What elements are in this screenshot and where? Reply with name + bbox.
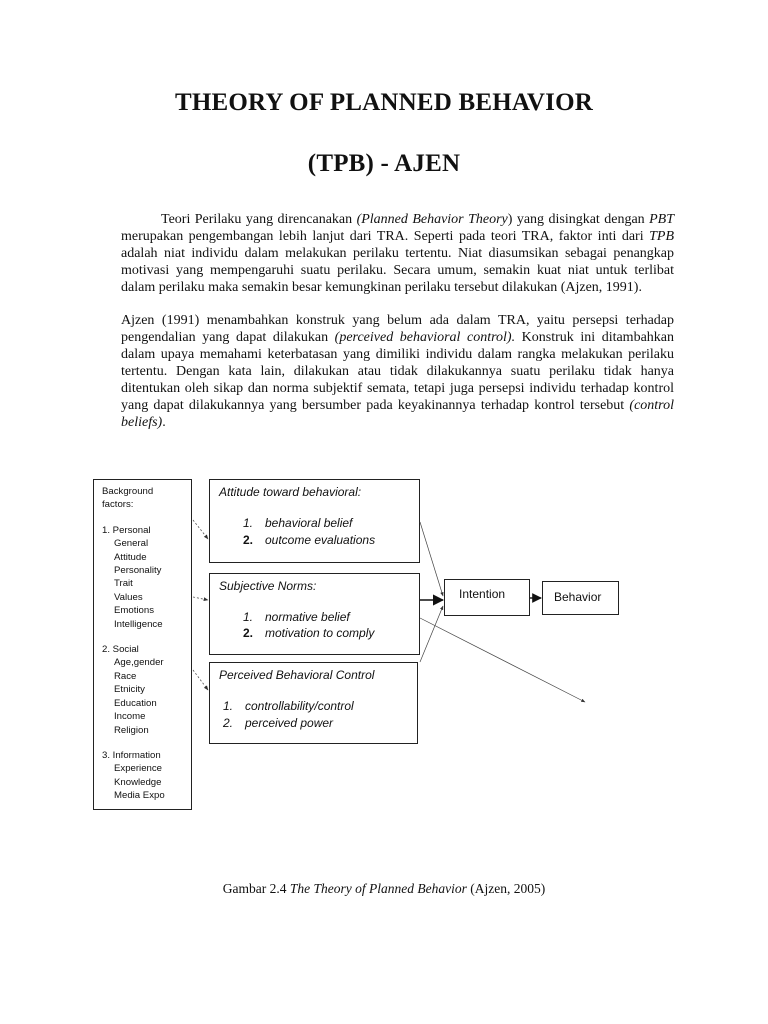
intention-box	[444, 579, 530, 616]
social-item: Race	[114, 670, 137, 682]
paragraph-2	[121, 312, 674, 431]
p1-text-2: ) yang disingkat dengan	[507, 212, 650, 227]
arrow-attitude-to-intention	[420, 522, 443, 596]
personal-item: Attitude	[114, 551, 147, 563]
p2-text-1: Ajzen (1991) menambahkan konstruk yang belum ada dalam TRA, yaitu persepsi terhadap pengendalian yang dapat dilakukan	[121, 313, 674, 345]
p1-italic-1: (Planned Behavior Theory	[356, 212, 508, 227]
arrow-bg-to-norms	[193, 597, 208, 600]
pbc-item-2-num: 2.	[223, 716, 234, 730]
information-item: Knowledge	[114, 776, 162, 788]
social-item: Age,gender	[114, 657, 164, 669]
information-item: Experience	[114, 763, 162, 775]
group-social-label: 2. Social	[102, 644, 139, 656]
attitude-item-1-text: behavioral belief	[265, 516, 353, 530]
group-information-label: 3. Information	[102, 749, 161, 761]
personal-item: Values	[114, 591, 143, 603]
background-factors-box	[93, 479, 192, 810]
document-title: THEORY OF PLANNED BEHAVIOR	[174, 89, 594, 116]
p2-text-3: .	[162, 415, 166, 430]
subjective-norms-item-2-num: 2.	[243, 626, 254, 640]
social-item: Education	[114, 697, 157, 709]
arrow-pbc-to-behavior	[420, 618, 585, 702]
personal-item: Personality	[114, 565, 162, 577]
attitude-item-2-text: outcome evaluations	[265, 533, 376, 547]
attitude-item-1-num: 1.	[243, 516, 254, 530]
p1-italic-2: PBT	[649, 212, 674, 227]
arrow-bg-to-pbc	[193, 670, 208, 690]
attitude-box	[209, 479, 420, 563]
p2-italic-2: (control beliefs)	[121, 398, 674, 430]
group-personal-label: 1. Personal	[102, 524, 151, 536]
social-item: Religion	[114, 724, 149, 736]
attitude-item-2	[243, 533, 375, 547]
personal-item: Emotions	[114, 605, 154, 617]
subjective-norms-item-2	[243, 626, 374, 640]
subjective-norms-item-1	[243, 610, 350, 624]
intention-label: Intention	[459, 587, 506, 601]
subjective-norms-box	[209, 573, 420, 655]
background-heading-2: factors:	[102, 499, 134, 511]
pbc-item-1-num: 1.	[223, 699, 234, 713]
social-item: Income	[114, 711, 146, 723]
pbc-item-2-text: perceived power	[245, 716, 334, 730]
attitude-item-2-num: 2.	[243, 533, 254, 547]
social-item: Etnicity	[114, 684, 145, 696]
subjective-norms-item-1-num: 1.	[243, 610, 254, 624]
p2-italic-1: (perceived behavioral control).	[334, 330, 516, 345]
pbc-heading: Perceived Behavioral Control	[219, 668, 375, 682]
p1-text-1: Teori Perilaku yang direncanakan	[161, 212, 357, 227]
paragraph-1	[121, 211, 674, 296]
subjective-norms-item-1-text: normative belief	[265, 610, 350, 624]
personal-item: Trait	[114, 578, 133, 590]
behavior-label: Behavior	[554, 590, 602, 604]
p1-text-3: merupakan pengembangan lebih lanjut dari TRA. Seperti pada teori TRA, faktor inti dari	[121, 229, 650, 244]
document-subtitle: (TPB) - AJEN	[307, 150, 461, 177]
caption-suffix: (Ajzen, 2005)	[466, 881, 546, 896]
p1-text-4: adalah niat individu dalam melakukan perilaku tertentu. Niat diasumsikan sebagai penangkap motivasi yang mempengaruhi suatu perilaku. Secara umum, semakin kuat niat untuk terlibat dalam perilaku maka semakin besar kemungkinan perilaku tersebut dilakukan (Ajzen, 1991).	[121, 246, 674, 295]
subjective-norms-item-2-text: motivation to comply	[265, 626, 375, 640]
perceived-behavioral-control-box	[209, 662, 418, 744]
arrow-pbc-to-intention	[420, 606, 443, 662]
arrow-bg-to-attitude	[193, 520, 208, 539]
attitude-heading: Attitude toward behavioral:	[219, 485, 362, 499]
personal-item: General	[114, 538, 149, 550]
pbc-item-1	[223, 699, 354, 713]
behavior-box	[542, 581, 619, 615]
figure-caption	[0, 881, 768, 897]
pbc-item-1-text: controllability/control	[245, 699, 354, 713]
pbc-item-2	[223, 716, 333, 730]
attitude-item-1	[243, 516, 352, 530]
caption-title: The Theory of Planned Behavior	[289, 881, 467, 896]
p2-text-2: Konstruk ini ditambahkan dalam upaya memahami keterbatasan yang dimiliki individu dalam rangka melakukan perilaku tertentu. Dengan kata lain, dilakukan atau tidak dilakukannya suatu perilaku tidak hanya ditentukan oleh sikap dan norma subjektif semata, tetapi juga persepsi individu terhadap kontrol yang dapat dilakukannya yang bersumber pada keyakinannya terhadap kontrol tersebut	[121, 330, 675, 413]
personal-item: Intelligence	[114, 618, 163, 630]
p1-italic-3: TPB	[649, 229, 674, 244]
information-item: Media Expo	[114, 790, 165, 802]
subjective-norms-heading: Subjective Norms:	[219, 579, 317, 593]
background-heading-1: Background	[102, 486, 154, 497]
caption-prefix: Gambar 2.4	[222, 881, 290, 896]
